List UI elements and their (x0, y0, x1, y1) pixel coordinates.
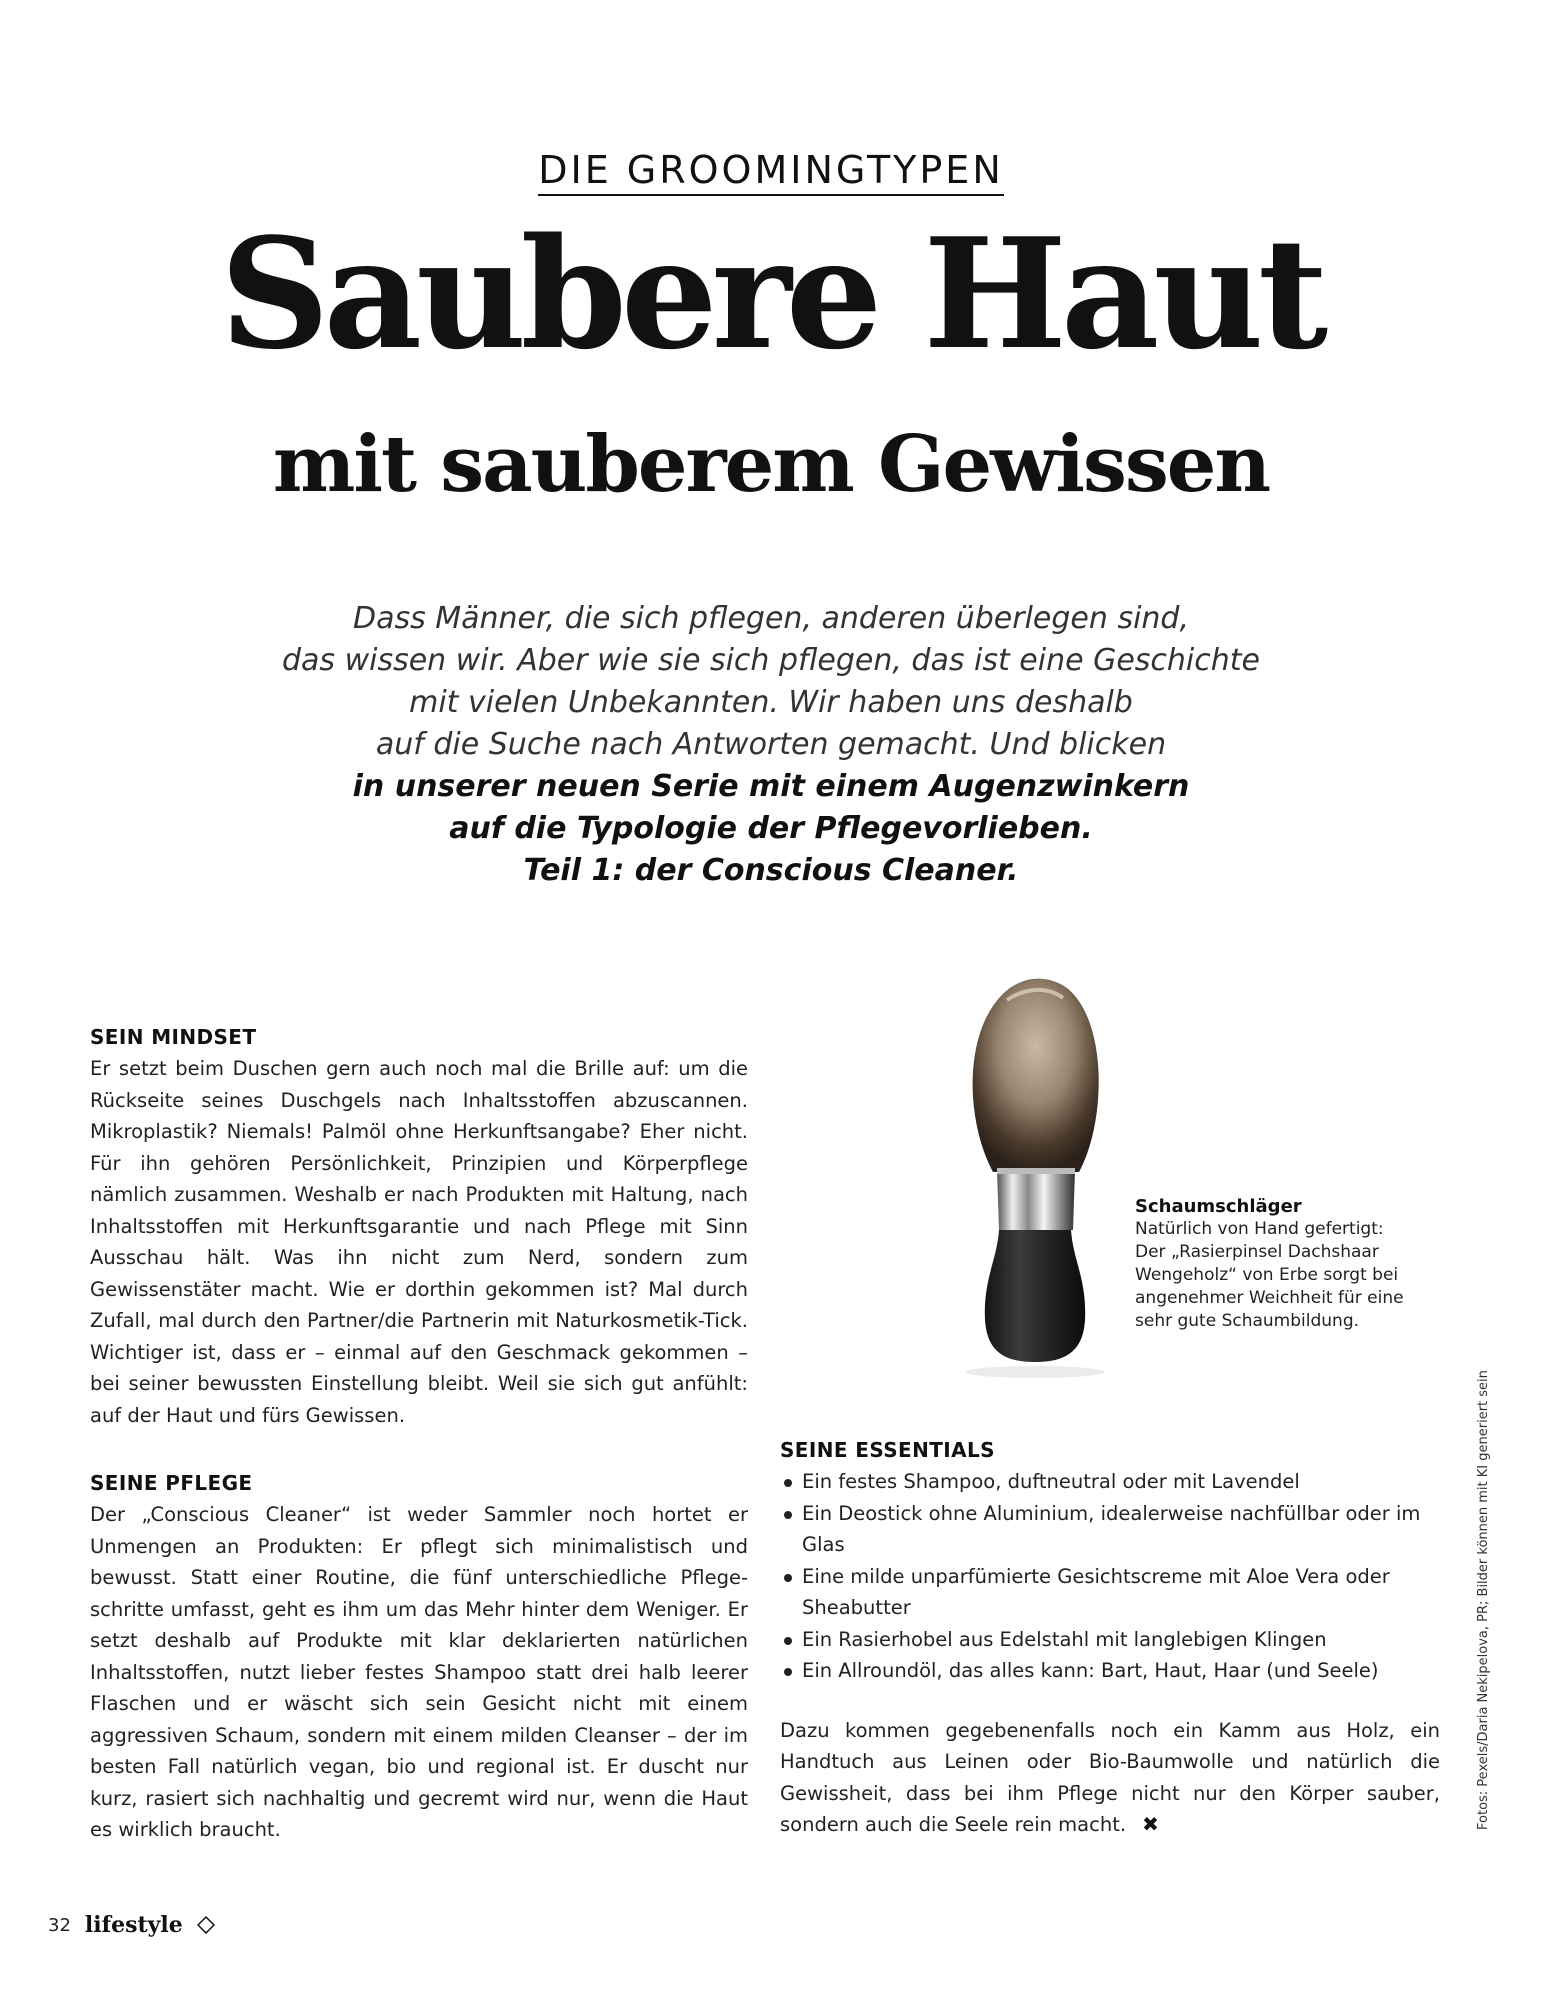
pflege-heading: SEINE PFLEGE (90, 1471, 253, 1495)
intro-line: auf die Suche nach Antworten gemacht. Und blicken (375, 727, 1167, 762)
article-title: Saubere Haut (219, 204, 1323, 383)
mindset-body: Er setzt beim Duschen gern auch noch mal die Brille auf: um die Rückseite seines Duschgels nach Inhaltsstoffen abzuscannen. Mikroplastik? Niemals! Palmöl ohne Herkunftsangabe? Eher nicht. Für ihn gehören Persönlichkeit, Prinzipien und Körperpflege nämlich zusammen. Weshalb er nach Produkten mit Haltung, nach Inhaltsstoffen mit Herkunftsgarantie und nach Pflege mit Sinn Ausschau hält. Was ihn nicht zum Nerd, sondern zum Gewissenstäter macht. Wie er dorthin gekommen ist? Mal durch Zufall, mal durch den Partner/die Partnerin mit Naturkosmetik-Tick. Wichtiger ist, dass er – einmal auf den Geschmack gekommen – bei seiner bewussten Einstellung bleibt. Weil sie sich gut anfühlt: auf der Haut und fürs Gewissen. (90, 1057, 748, 1427)
essentials-outro (780, 1715, 1440, 1841)
page-number: 32 (48, 1914, 71, 1936)
article-subtitle: mit sauberem Gewissen (272, 419, 1270, 510)
intro-bold-line: Teil 1: der Conscious Cleaner. (523, 853, 1019, 888)
four-petal-icon (197, 1916, 215, 1934)
intro-bold-line: in unserer neuen Serie mit einem Augenzwinkern (352, 769, 1190, 804)
kicker-text: DIE GROOMINGTYPEN (538, 148, 1004, 196)
caption-text: Natürlich von Hand gefertigt: Der „Rasierpinsel Dachshaar Wengeholz“ von Erbe sorgt bei angenehmer Weichheit für eine sehr gute Schaumbildung. (1135, 1219, 1404, 1331)
intro-line: Dass Männer, die sich pflegen, anderen überlegen sind, (352, 601, 1189, 636)
essentials-outro-text: Dazu kommen gegebenenfalls noch ein Kamm aus Holz, ein Handtuch aus Leinen oder Bio-Baumwolle und natürlich die Gewissheit, dass bei ihm Pflege nicht nur den Körper sauber, sondern auch die Seele rein macht. (780, 1718, 1440, 1836)
essentials-list (780, 1466, 1440, 1687)
right-column (780, 1438, 1440, 1841)
intro-line: das wissen wir. Aber wie sie sich pflegen, das ist eine Geschichte (281, 643, 1260, 678)
pflege-body: Der „Conscious Cleaner“ ist weder Sammler noch hortet er Unmengen an Produkten: Er pflegt sich minimalistisch und bewusst. Statt einer Routine, die fünf unterschiedliche Pflegeschritte umfasst, geht es ihm um das Mehr hinter dem Weniger. Er setzt deshalb auf Produkte mit klar deklarierten natürlichen Inhaltsstoffen, nutzt lieber festes Shampoo statt drei halb leerer Flaschen und er wäscht sich sein Gesicht nicht mit einem aggressiven Schaum, sondern mit einem milden Cleanser – der im besten Fall natürlich vegan, bio und regional ist. Er duscht nur kurz, rasiert sich nachhaltig und gecremt wird nur, wenn die Haut es wirklich braucht. (90, 1503, 748, 1841)
intro-bold-line: auf die Typologie der Pflegevorlieben. (449, 811, 1093, 846)
shaving-brush-image (935, 960, 1135, 1390)
mindset-heading: SEIN MINDSET (90, 1025, 257, 1049)
page-footer (48, 1912, 215, 1938)
left-column (90, 1025, 748, 1846)
image-caption (1135, 1195, 1415, 1333)
essentials-heading: SEINE ESSENTIALS (780, 1438, 995, 1462)
list-item: Ein Rasierhobel aus Edelstahl mit langlebigen Klingen (780, 1624, 1440, 1656)
intro-line: mit vielen Unbekannten. Wir haben uns deshalb (409, 685, 1133, 720)
magazine-brand: lifestyle (84, 1912, 183, 1938)
intro-paragraph (120, 598, 1422, 892)
end-mark-icon: ✖ (1142, 1812, 1159, 1836)
list-item: Ein festes Shampoo, duftneutral oder mit Lavendel (780, 1466, 1440, 1498)
list-item: Ein Allroundöl, das alles kann: Bart, Haut, Haar (und Seele) (780, 1655, 1440, 1687)
list-item: Eine milde unparfümierte Gesichtscreme mit Aloe Vera oder Sheabutter (780, 1561, 1440, 1624)
list-item: Ein Deostick ohne Aluminium, idealerweise nachfüllbar oder im Glas (780, 1498, 1440, 1561)
section-kicker (0, 148, 1542, 192)
photo-credit: Fotos: Pexels/Daria Nekipelova, PR; Bilder können mit KI generiert sein (1476, 1370, 1491, 1830)
caption-title: Schaumschläger (1135, 1196, 1302, 1217)
